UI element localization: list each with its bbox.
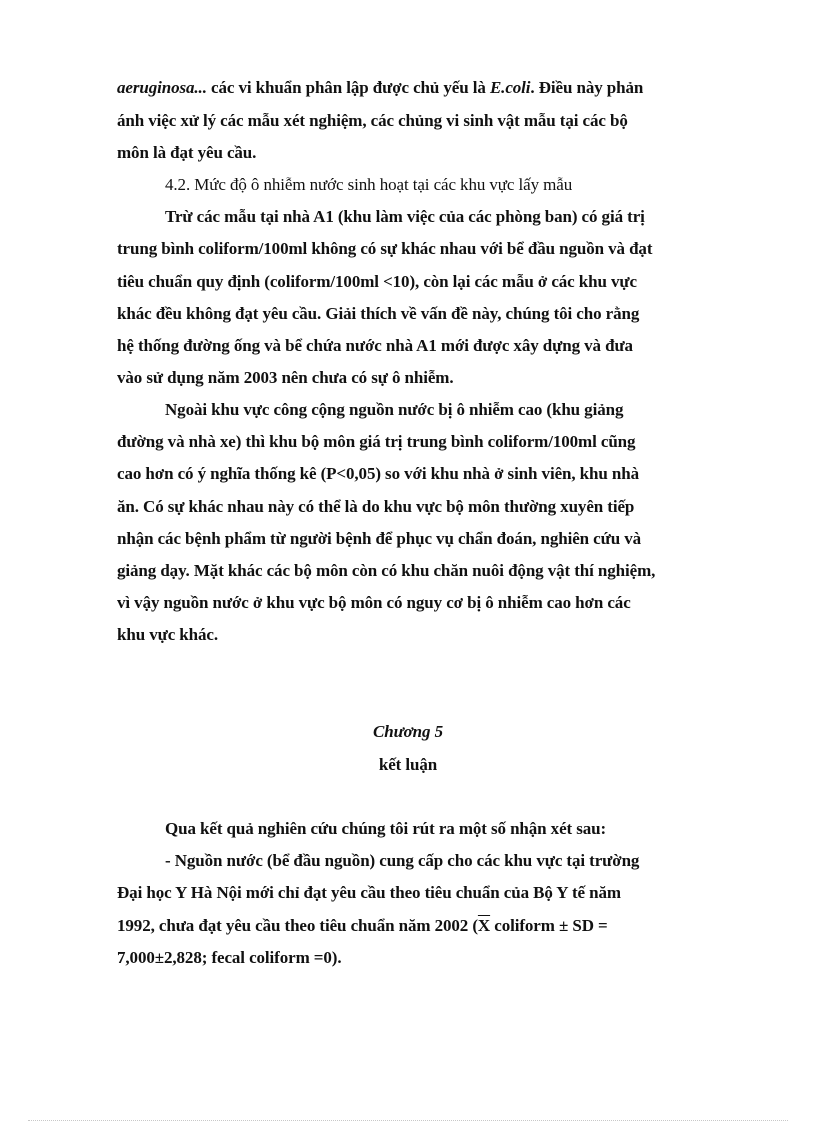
conclusion-intro: Qua kết quả nghiên cứu chúng tôi rút ra một số nhận xét sau:: [165, 819, 607, 838]
conclusion-line: 7,000±2,828; fecal coliform =0).: [117, 948, 342, 967]
paragraph-line: nhận các bệnh phẩm từ người bệnh để phục vụ chẩn đoán, nghiên cứu và: [117, 529, 642, 548]
conclusion-line: - Nguồn nước (bể đầu nguồn) cung cấp cho các khu vực tại trường: [165, 851, 640, 870]
mean-symbol: $\overline{X}$: [477, 916, 491, 935]
species-name: E.coli: [489, 78, 531, 97]
species-name: aeruginosa...: [117, 78, 207, 97]
conclusion-line: [117, 915, 727, 937]
text-fragment: 1992, chưa đạt yêu cầu theo tiêu chuẩn năm 2002 (: [117, 916, 478, 935]
conclusion-line: Đại học Y Hà Nội mới chỉ đạt yêu cầu theo tiêu chuẩn của Bộ Y tế năm: [117, 883, 621, 902]
paragraph-line: trung bình coliform/100ml không có sự khác nhau với bể đầu nguồn và đạt: [117, 239, 653, 258]
paragraph-line: Trừ các mẫu tại nhà A1 (khu làm việc của các phòng ban) có giá trị: [165, 207, 645, 226]
paragraph-line: giảng dạy. Mặt khác các bộ môn còn có khu chăn nuôi động vật thí nghiệm,: [117, 561, 656, 580]
paragraph-line: vào sử dụng năm 2003 nên chưa có sự ô nhiễm.: [117, 368, 454, 387]
text-line: môn là đạt yêu cầu.: [117, 143, 257, 162]
section-heading: 4.2. Mức độ ô nhiễm nước sinh hoạt tại các khu vực lấy mẫu: [165, 175, 573, 194]
paragraph-line: vì vậy nguồn nước ở khu vực bộ môn có nguy cơ bị ô nhiễm cao hơn các: [117, 593, 631, 612]
text-fragment: các vi khuẩn phân lập được chủ yếu là: [206, 78, 490, 97]
paragraph-line: khu vực khác.: [117, 625, 219, 644]
page-bottom-rule: [28, 1120, 788, 1121]
paragraph-line: tiêu chuẩn quy định (coliform/100ml <10), còn lại các mẫu ở các khu vực: [117, 272, 637, 291]
paragraph-line: cao hơn có ý nghĩa thống kê (P<0,05) so với khu nhà ở sinh viên, khu nhà: [117, 464, 639, 483]
paragraph-line: đường và nhà xe) thì khu bộ môn giá trị trung bình coliform/100ml cũng: [117, 432, 636, 451]
paragraph-line: khác đều không đạt yêu cầu. Giải thích về vấn đề này, chúng tôi cho rằng: [117, 304, 640, 323]
paragraph-line: Ngoài khu vực công cộng nguồn nước bị ô nhiễm cao (khu giảng: [165, 400, 624, 419]
paragraph-line: ăn. Có sự khác nhau này có thể là do khu vực bộ môn thường xuyên tiếp: [117, 497, 635, 516]
chapter-subtitle: kết luận: [378, 755, 438, 774]
paragraph-line: hệ thống đường ống và bể chứa nước nhà A1 mới được xây dựng và đưa: [117, 336, 633, 355]
text-fragment: . Điều này phản: [530, 78, 644, 97]
text-line: [117, 77, 727, 99]
text-fragment: coliform ± SD =: [490, 916, 608, 935]
text-line: ánh việc xử lý các mẫu xét nghiệm, các chủng vi sinh vật mẫu tại các bộ: [117, 111, 628, 130]
chapter-title: Chương 5: [372, 722, 443, 741]
